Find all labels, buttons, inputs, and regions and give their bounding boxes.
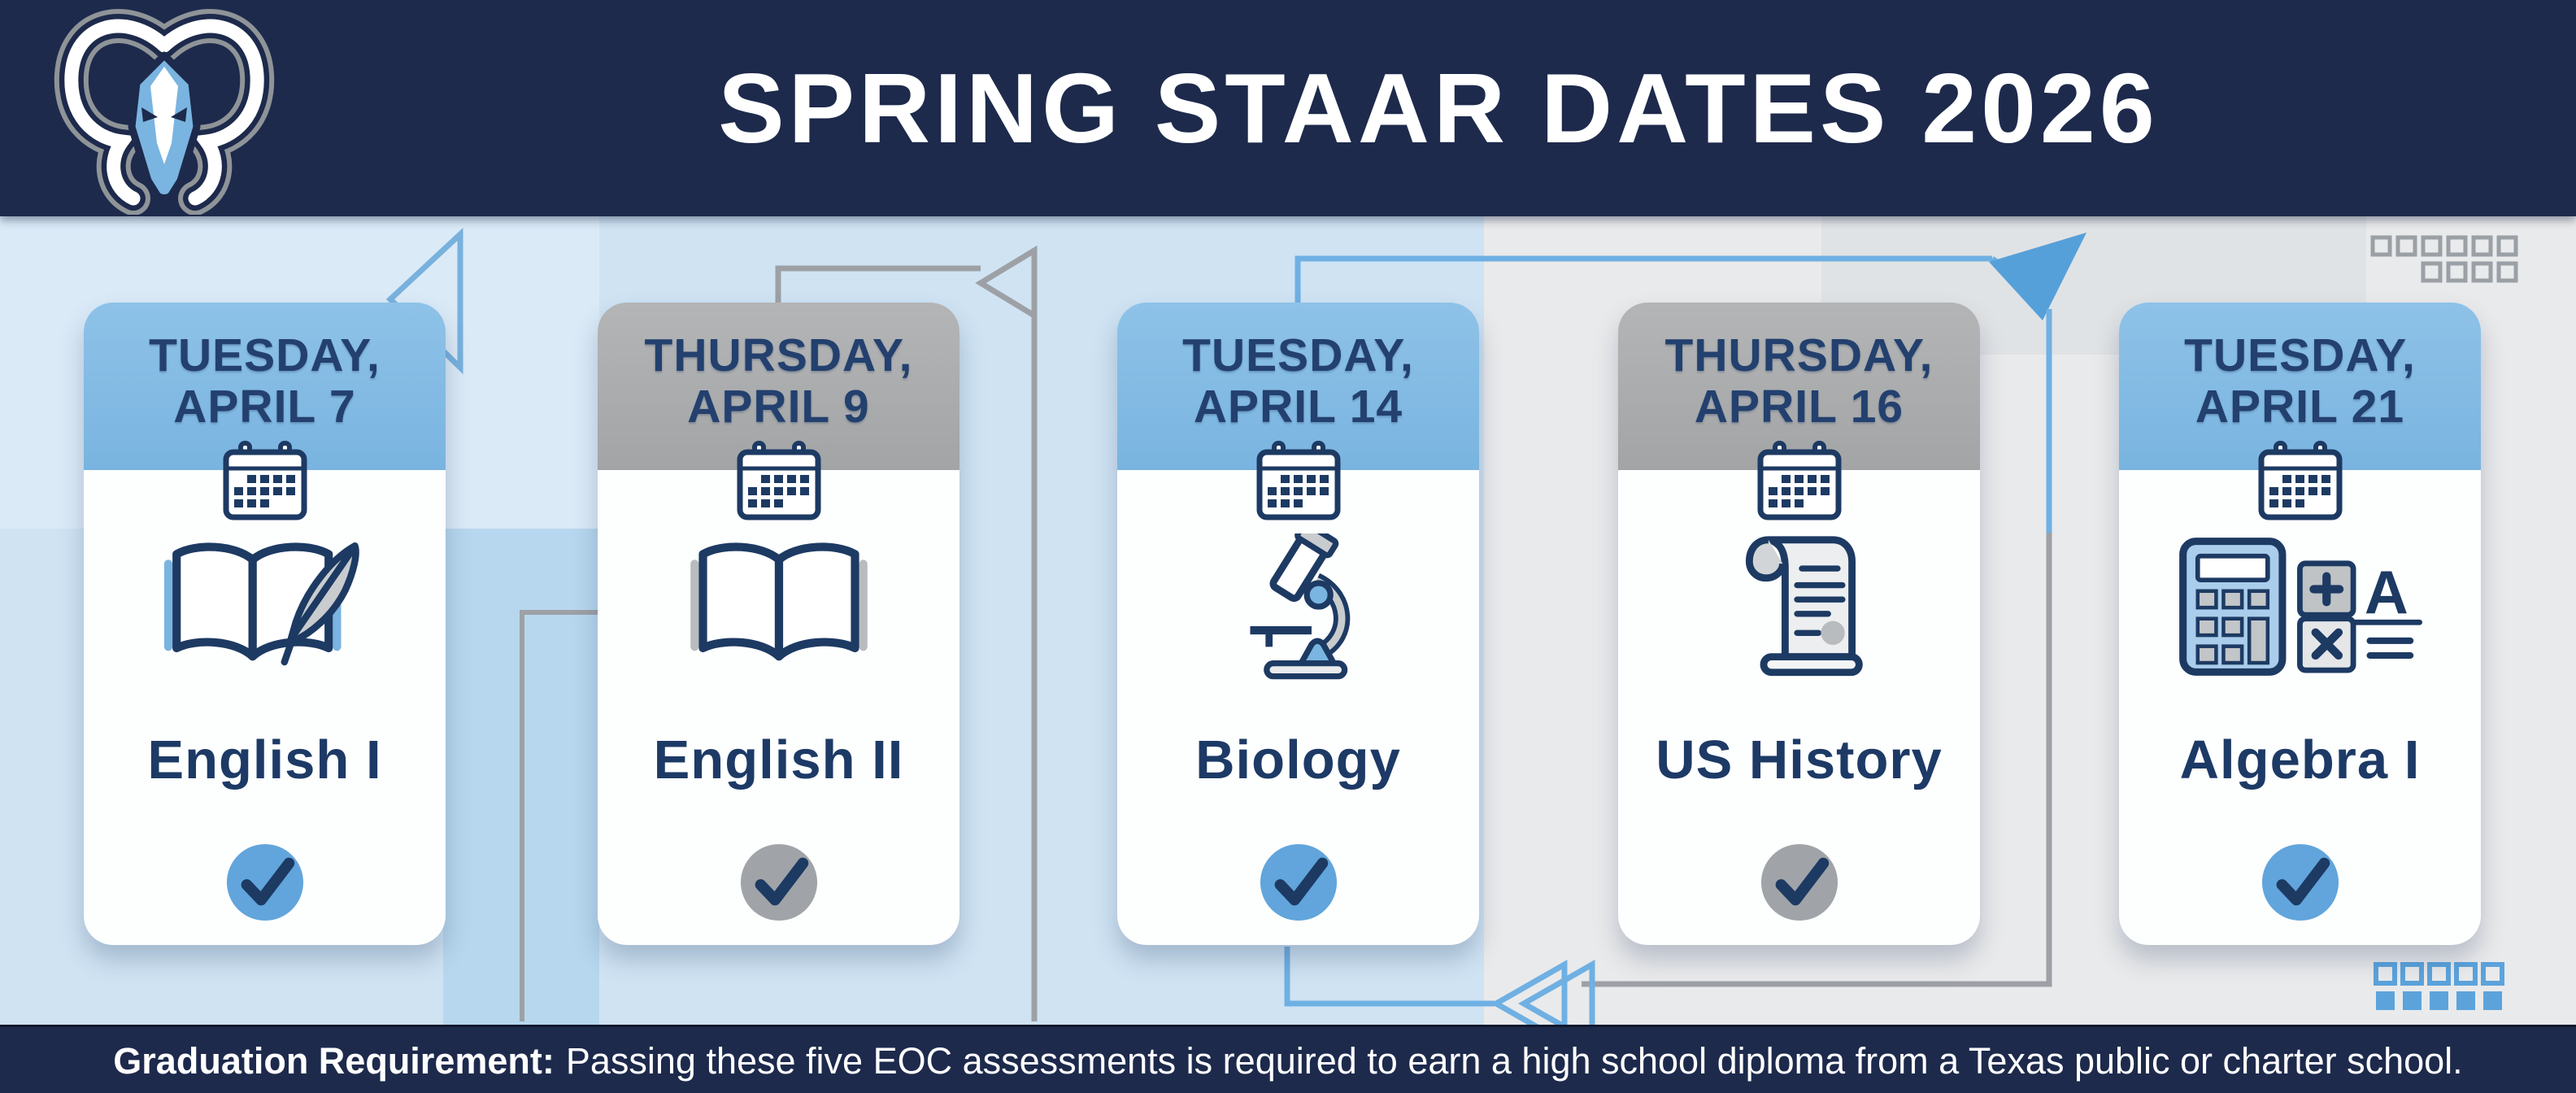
date-line-1: TUESDAY, bbox=[149, 329, 381, 381]
footer-label: Graduation Requirement: bbox=[113, 1040, 555, 1082]
graduation-requirement-bar bbox=[0, 1025, 2576, 1093]
checkmark-icon bbox=[739, 843, 819, 922]
page-title: SPRING STAAR DATES 2026 bbox=[718, 53, 2159, 163]
card-biology bbox=[1117, 303, 1479, 945]
date-line-2: APRIL 21 bbox=[2195, 380, 2405, 433]
card-english-1 bbox=[84, 303, 446, 945]
subject-label: English I bbox=[147, 729, 382, 790]
header-banner bbox=[0, 0, 2576, 216]
checkmark-icon bbox=[2261, 843, 2340, 922]
footer-text: Passing these five EOC assessments is required to earn a high school diploma from a Texas public or charter school. bbox=[565, 1040, 2463, 1082]
calculator-and-math-icon bbox=[2178, 533, 2422, 681]
square-grid-top-right bbox=[2373, 237, 2516, 281]
calendar-icon bbox=[2258, 441, 2343, 520]
calendar-icon bbox=[223, 441, 307, 520]
open-book-icon bbox=[685, 533, 872, 681]
date-line-1: THURSDAY, bbox=[1664, 329, 1934, 381]
square-grid-bottom-right bbox=[2376, 965, 2502, 1010]
background-blue-band bbox=[443, 529, 599, 1025]
subject-label: US History bbox=[1656, 729, 1943, 790]
date-line-1: TUESDAY, bbox=[1182, 329, 1414, 381]
calendar-icon bbox=[737, 441, 821, 520]
date-line-2: APRIL 16 bbox=[1694, 380, 1904, 433]
subject-label: Algebra I bbox=[2179, 729, 2421, 790]
date-line-2: APRIL 14 bbox=[1193, 380, 1403, 433]
date-line-2: APRIL 9 bbox=[687, 380, 870, 433]
card-us-history bbox=[1618, 303, 1980, 945]
card-algebra-1 bbox=[2119, 303, 2481, 945]
microscope-icon bbox=[1234, 533, 1364, 681]
subject-label: Biology bbox=[1195, 729, 1401, 790]
book-and-quill-icon bbox=[161, 533, 368, 681]
checkmark-icon bbox=[1259, 843, 1338, 922]
ram-mascot-logo bbox=[42, 3, 286, 215]
card-english-2 bbox=[598, 303, 959, 945]
scroll-document-icon bbox=[1732, 533, 1866, 681]
date-line-2: APRIL 7 bbox=[173, 380, 356, 433]
calendar-icon bbox=[1256, 441, 1341, 520]
subject-label: English II bbox=[653, 729, 904, 790]
calendar-icon bbox=[1757, 441, 1842, 520]
date-line-1: THURSDAY, bbox=[644, 329, 913, 381]
date-line-1: TUESDAY, bbox=[2184, 329, 2416, 381]
checkmark-icon bbox=[1760, 843, 1839, 922]
svg-text:A: A bbox=[2364, 557, 2408, 626]
checkmark-icon bbox=[225, 843, 305, 922]
